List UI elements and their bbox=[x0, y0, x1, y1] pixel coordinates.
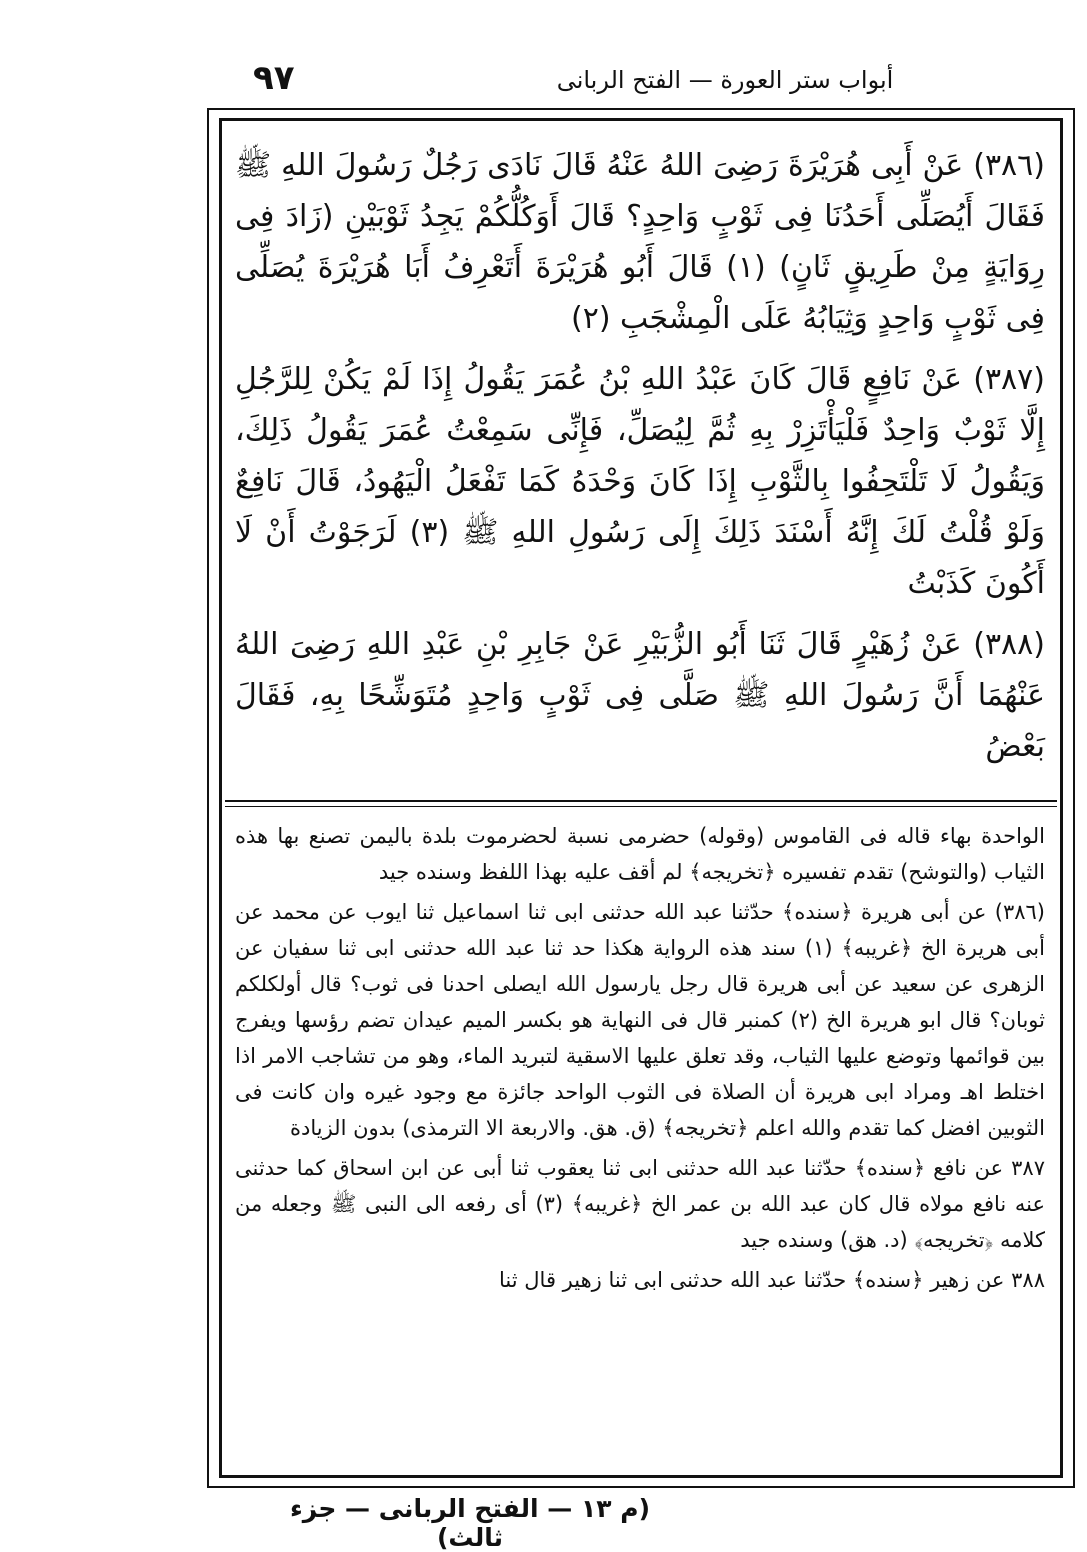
hadith-388: (٣٨٨) عَنْ زُهَيْرٍ قَالَ ثَنَا أَبُو الزُّبَيْرِ عَنْ جَابِرِ بْنِ عَبْدِ اللهِ رَضِىَ اللهُ عَنْهُمَا أَنَّ رَسُولَ اللهِ ﷺ صَلَّى فِى ثَوْبٍ وَاحِدٍ مُتَوَشِّحًا بِهِ، فَقَالَ بَعْضُ bbox=[235, 627, 1045, 764]
page-header bbox=[215, 58, 1075, 108]
page-number: ٩٧ bbox=[253, 58, 295, 98]
section-divider bbox=[225, 800, 1057, 802]
running-title: أبواب ستر العورة — الفتح الربانى bbox=[556, 66, 894, 94]
main-text bbox=[235, 140, 1045, 782]
section-divider-thin bbox=[225, 806, 1057, 807]
page-footer: (م ١٣ — الفتح الربانى — جزء ثالث) bbox=[290, 1494, 650, 1552]
hadith-386: (٣٨٦) عَنْ أَبِى هُرَيْرَةَ رَضِىَ اللهُ عَنْهُ قَالَ نَادَى رَجُلٌ رَسُولَ اللهِ ﷺ فَقَالَ أَيُصَلِّى أَحَدُنَا فِى ثَوْبٍ وَاحِدٍ؟ قَالَ أَوَكُلُّكُمْ يَجِدُ ثَوْبَيْنِ (زَادَ فِى رِوَايَةٍ مِنْ طَرِيقٍ ثَانٍ) (١) قَالَ أَبُو هُرَيْرَةَ أَتَعْرِفُ أَبَا هُرَيْرَةَ يُصَلِّى فِى ثَوْبٍ وَاحِدٍ وَثِيَابُهُ عَلَى الْمِشْجَبِ (٢) bbox=[235, 148, 1045, 336]
commentary-continued: الواحدة بهاء قاله فى القاموس (وقوله) حضرمى نسبة لحضرموت بلدة باليمن تصنع بها هذه الثياب (والتوشح) تقدم تفسيره ﴿تخريجه﴾ لم أقف عليه بهذا اللفظ وسنده جيد bbox=[235, 824, 1045, 884]
hadith-387: (٣٨٧) عَنْ نَافِعٍ قَالَ كَانَ عَبْدُ اللهِ بْنُ عُمَرَ يَقُولُ إِذَا لَمْ يَكُنْ لِلرَّجُلِ إِلَّا ثَوْبٌ وَاحِدٌ فَلْيَأْتَزِرْ بِهِ ثُمَّ لِيُصَلِّ، فَإِنِّى سَمِعْتُ عُمَرَ يَقُولُ ذَلِكَ، وَيَقُولُ لَا تَلْتَحِفُوا بِالثَّوْبِ إِذَا كَانَ وَحْدَهُ كَمَا تَفْعَلُ الْيَهُودُ، قَالَ نَافِعٌ وَلَوْ قُلْتُ لَكَ إِنَّهُ أَسْنَدَ ذَلِكَ إِلَى رَسُولِ اللهِ ﷺ (٣) لَرَجَوْتُ أَنْ لَا أَكُونَ كَذَبْتُ bbox=[235, 362, 1045, 601]
commentary bbox=[235, 818, 1045, 1302]
commentary-386: (٣٨٦) عن أبى هريرة ﴿سنده﴾ حدّثنا عبد الله حدثنى ابى ثنا اسماعيل ثنا ايوب عن محمد عن أبى هريرة الخ ﴿غريبه﴾ (١) سند هذه الرواية هكذا حد ثنا عبد الله حدثنى ابى ثنا سفيان عن الزهرى عن سعيد عن أبى هريرة قال رجل يارسول الله ايصلى احدنا فى ثوب؟ قال أولكلكم ثوبان؟ قال ابو هريرة الخ (٢) كمنبر قال فى النهاية هو بكسر الميم عيدان تضم رؤسها ويفرج بين قوائمها وتوضع عليها الثياب، وقد تعلق عليها الاسقية لتبريد الماء، وهو من تشاجب الامر اذا اختلط اهـ ومراد ابى هريرة أن الصلاة فى الثوب الواحد جائزة مع وجود غيره وان كانت فى الثوبين افضل كما تقدم والله اعلم ﴿تخريجه﴾ (ق. هق. والاربعة الا الترمذى) بدون الزيادة bbox=[235, 900, 1045, 1140]
commentary-388: ٣٨٨ عن زهير ﴿سنده﴾ حدّثنا عبد الله حدثنى ابى ثنا زهير قال ثنا bbox=[499, 1268, 1045, 1292]
commentary-387: ٣٨٧ عن نافع ﴿سنده﴾ حدّثنا عبد الله حدثنى ابى ثنا يعقوب ثنا أبى عن ابن اسحاق كما حدثنى عنه نافع مولاه قال كان عبد الله بن عمر الخ ﴿غريبه﴾ (٣) أى رفعه الى النبى ﷺ وجعله من كلامه ﴿تخريجه﴾ (د. هق) وسنده جيد bbox=[235, 1156, 1046, 1252]
